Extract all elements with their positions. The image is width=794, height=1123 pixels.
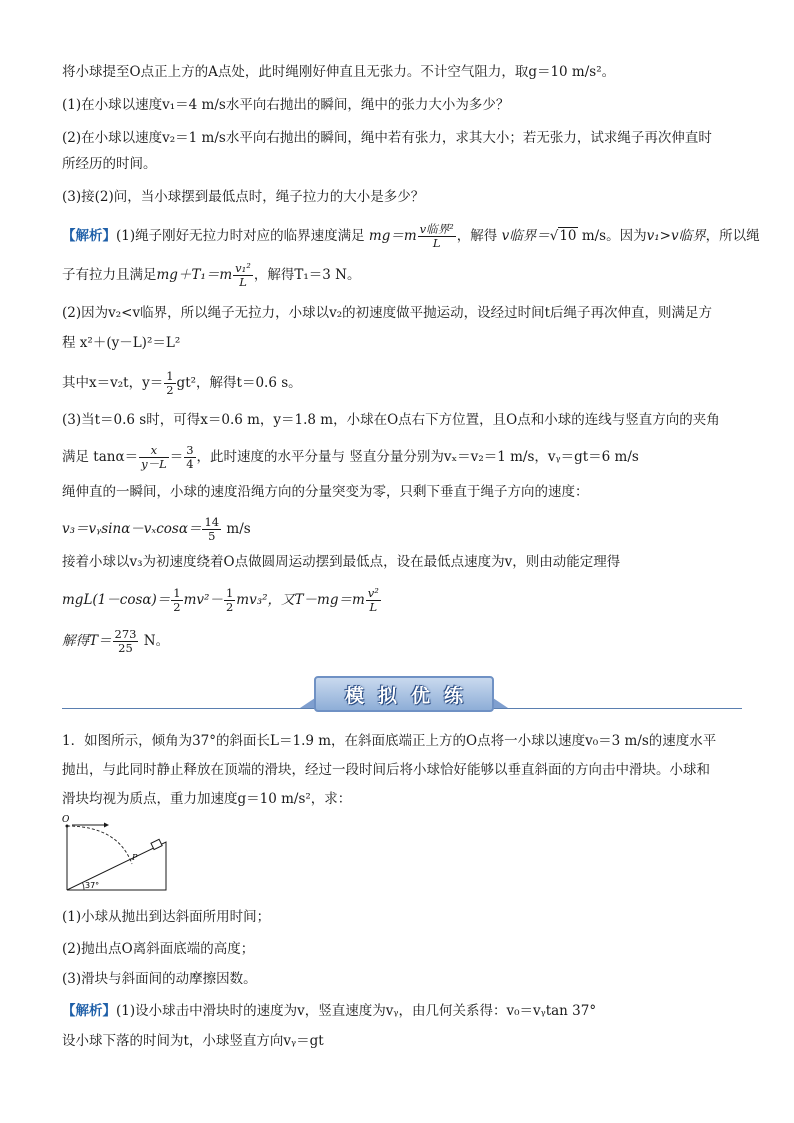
banner-char: 优 bbox=[411, 684, 431, 707]
solution-3-line-1: (3)当t＝0.6 s时，可得x＝0.6 m，y＝1.8 m，小球在O点右下方位置，且O点和小球的连线与竖直方向的夹角 bbox=[62, 412, 720, 428]
label-o: O bbox=[62, 815, 70, 825]
solution-3-answer: 解得T＝ $\frac{273}{25}$ N。 bbox=[62, 627, 170, 655]
fraction: $\frac{3}{4}$ bbox=[186, 443, 194, 471]
fraction: $\frac{273}{25}$ bbox=[114, 627, 137, 655]
fraction: $\frac{\text{v₁²}}{L}$ bbox=[235, 261, 251, 289]
banner-char: 模 bbox=[344, 684, 364, 707]
solution-3-line-6: mgL(1－cosα)＝ $\frac{1}{2}$ mv²－ $\frac{1}{2}$ mv₃²，又T－mg＝m $\frac{\text{v²}}{L}$ bbox=[62, 586, 379, 614]
question-3: (3)接(2)问，当小球摆到最低点时，绳子拉力的大小是多少？ bbox=[62, 189, 425, 205]
solution-3-line-5: 接着小球以v₃为初速度绕着O点做圆周运动摆到最低点，设在最低点速度为v，则由动能定理得 bbox=[62, 554, 621, 570]
solution-1-line-1: 【解析】(1)绳子刚好无拉力时对应的临界速度满足 mg＝m $\frac{\text{v临界²}}{L}$ ，解得 v临界＝√10 m/s。因为v₁>v临界，所以绳 bbox=[62, 222, 760, 250]
problem-1-line-2: 抛出，与此同时静止释放在顶端的滑块，经过一段时间后将小球恰好能够以垂直斜面的方向击中滑块。小球和 bbox=[62, 762, 710, 778]
analysis-tag: 【解析】 bbox=[62, 1003, 116, 1019]
solution-3-line-4: v₃＝vᵧsinα－vₓcosα＝ $\frac{14}{5}$ m/s bbox=[62, 515, 251, 543]
solution-2-line-3: 其中x＝v₂t，y＝ $\frac{1}{2}$ gt²，解得t＝0.6 s。 bbox=[62, 369, 302, 397]
arrow-head bbox=[104, 823, 109, 828]
question-2-line-1: (2)在小球以速度v₂＝1 m/s水平向右抛出的瞬间，绳中若有张力，求其大小；若无张力，试求绳子再次伸直时 bbox=[62, 130, 712, 146]
problem-1-line-3: 滑块均视为质点，重力加速度g＝10 m/s²，求： bbox=[62, 791, 352, 807]
solution-3-line-2: 满足 tanα＝ $\frac{x}{y-L}$ ＝ $\frac{3}{4}$ ，此时速度的水平分量与 竖直分量分别为vₓ＝v₂＝1 m/s，vᵧ＝gt＝6 m/s bbox=[62, 443, 639, 471]
solution-2-line-1: (2)因为v₂<v临界，所以绳子无拉力，小球以v₂的初速度做平抛运动，设经过时间t后绳子再次伸直，则满足方 bbox=[62, 305, 713, 321]
fraction: $\frac{\text{v²}}{L}$ bbox=[367, 586, 379, 614]
solution-3-line-3: 绳伸直的一瞬间，小球的速度沿绳方向的分量突变为零，只剩下垂直于绳子方向的速度： bbox=[62, 484, 589, 500]
question-2-line-2: 所经历的时间。 bbox=[62, 156, 157, 172]
analysis-tag: 【解析】 bbox=[62, 228, 116, 244]
problem-1-solution-line-2: 设小球下落的时间为t，小球竖直方向vᵧ＝gt bbox=[62, 1033, 324, 1049]
banner-plate bbox=[314, 676, 494, 712]
problem-1-question-3: (3)滑块与斜面间的动摩擦因数。 bbox=[62, 971, 257, 987]
trajectory-path bbox=[67, 826, 132, 864]
question-1: (1)在小球以速度v₁＝4 m/s水平向右抛出的瞬间，绳中的张力大小为多少？ bbox=[62, 97, 510, 113]
incline-figure bbox=[60, 812, 170, 898]
fraction: $\frac{1}{2}$ bbox=[166, 369, 174, 397]
banner-char: 练 bbox=[444, 684, 464, 707]
angle-arc bbox=[83, 883, 85, 891]
banner-char: 拟 bbox=[377, 684, 397, 707]
problem-1-solution-line-1: 【解析】(1)设小球击中滑块时的速度为v，竖直速度为vᵧ，由几何关系得：v₀＝vᵧtan 37° bbox=[62, 1003, 597, 1019]
label-angle: 37° bbox=[85, 881, 100, 890]
section-banner bbox=[62, 672, 742, 714]
fraction: $\frac{14}{5}$ bbox=[204, 515, 220, 543]
fraction: $\frac{x}{y-L}$ bbox=[141, 443, 167, 471]
solution-1-line-2: 子有拉力且满足mg＋T₁＝m $\frac{\text{v₁²}}{L}$ ，解得T₁＝3 N。 bbox=[62, 261, 361, 289]
intro-text: 将小球提至O点正上方的A点处，此时绳刚好伸直且无张力。不计空气阻力，取g＝10 m/s²。 bbox=[62, 64, 616, 80]
label-p: P bbox=[132, 853, 138, 862]
problem-1-line-1: 1．如图所示，倾角为37°的斜面长L＝1.9 m，在斜面底端正上方的O点将一小球以速度v₀＝3 m/s的速度水平 bbox=[62, 733, 717, 749]
fraction: $\frac{1}{2}$ bbox=[225, 586, 234, 614]
incline-triangle bbox=[67, 842, 166, 890]
problem-1-question-2: (2)抛出点O离斜面底端的高度； bbox=[62, 941, 255, 957]
fraction: $\frac{1}{2}$ bbox=[173, 586, 181, 614]
fraction: $\frac{\text{v临界²}}{L}$ bbox=[419, 222, 454, 250]
solution-2-equation: 程 x²＋(y－L)²＝L² bbox=[62, 335, 181, 351]
problem-1-question-1: (1)小球从抛出到达斜面所用时间； bbox=[62, 909, 271, 925]
